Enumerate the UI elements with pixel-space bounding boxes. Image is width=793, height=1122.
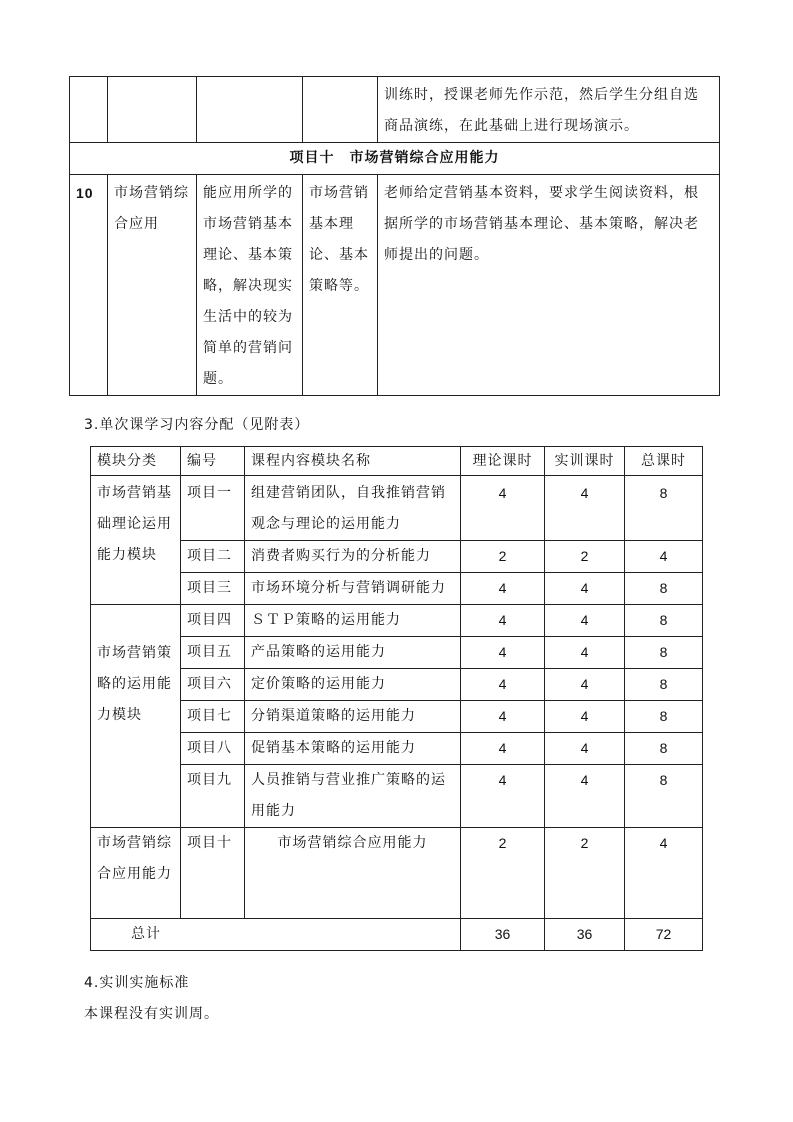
total-hours: 4 [625,828,703,919]
total-all: 72 [625,919,703,951]
practice-hours: 4 [545,476,625,541]
project-name: 人员推销与营业推广策略的运用能力 [245,765,461,828]
total-hours: 8 [625,476,703,541]
ability-goal: 能应用所学的市场营销基本理论、基本策略，解决现实生活中的较为简单的营销问题。 [197,175,303,396]
module-name: 市场营销综合应用 [108,175,197,396]
theory-hours: 2 [461,828,545,919]
theory-hours: 4 [461,669,545,701]
project-id: 项目四 [181,605,245,637]
section-4-body: 本课程没有实训周。 [84,1006,219,1022]
table-row [91,573,703,605]
table-row [91,605,703,637]
theory-hours: 2 [461,541,545,573]
practice-hours: 4 [545,669,625,701]
total-hours: 4 [625,541,703,573]
theory-hours: 4 [461,733,545,765]
table-row [91,733,703,765]
project-id: 项目八 [181,733,245,765]
project-id: 项目二 [181,541,245,573]
project-name: 市场环境分析与营销调研能力 [245,573,461,605]
project-name: 分销渠道策略的运用能力 [245,701,461,733]
teaching-method-cell: 训练时，授课老师先作示范，然后学生分组自选商品演练，在此基础上进行现场演示。 [378,77,720,143]
project-name: 消费者购买行为的分析能力 [245,541,461,573]
header-row [91,447,703,476]
practice-hours: 4 [545,733,625,765]
row-number: 10 [70,175,108,396]
teaching-method: 老师给定营销基本资料，要求学生阅读资料，根据所学的市场营销基本理论、基本策略，解决老师提出的问题。 [378,175,720,396]
col-header: 模块分类 [91,447,181,476]
col-header: 课程内容模块名称 [245,447,461,476]
total-theory: 36 [461,919,545,951]
col-header: 编号 [181,447,245,476]
total-hours: 8 [625,637,703,669]
theory-hours: 4 [461,701,545,733]
total-practice: 36 [545,919,625,951]
total-hours: 8 [625,765,703,828]
total-hours: 8 [625,733,703,765]
project-name: 产品策略的运用能力 [245,637,461,669]
project-table [69,76,720,396]
module-group: 市场营销综合应用能力 [91,828,181,919]
total-hours: 8 [625,573,703,605]
total-hours: 8 [625,605,703,637]
project-id: 项目十 [181,828,245,919]
project-id: 项目五 [181,637,245,669]
col-header: 理论课时 [461,447,545,476]
theory-hours: 4 [461,476,545,541]
module-group: 市场营销基础理论运用能力模块 [91,476,181,605]
table-row [91,828,703,919]
module-group: 市场营销策略的运用能力模块 [91,605,181,828]
practice-hours: 2 [545,828,625,919]
project-name: 定价策略的运用能力 [245,669,461,701]
table-row [91,476,703,541]
practice-hours: 4 [545,701,625,733]
total-hours: 8 [625,669,703,701]
project-name: ＳＴＰ策略的运用能力 [245,605,461,637]
project-id: 项目六 [181,669,245,701]
practice-hours: 4 [545,605,625,637]
total-label: 总计 [91,919,461,951]
total-row [91,919,703,951]
table-row [91,637,703,669]
practice-hours: 4 [545,765,625,828]
project-id: 项目九 [181,765,245,828]
project-id: 项目三 [181,573,245,605]
practice-hours: 4 [545,573,625,605]
project-id: 项目七 [181,701,245,733]
table-row [91,701,703,733]
theory-hours: 4 [461,605,545,637]
project-name: 市场营销综合应用能力 [245,828,461,919]
section-4-title: 4.实训实施标准 [84,975,190,991]
project-name: 促销基本策略的运用能力 [245,733,461,765]
practice-hours: 2 [545,541,625,573]
col-header: 实训课时 [545,447,625,476]
project-name: 组建营销团队，自我推销营销观念与理论的运用能力 [245,476,461,541]
section-header-row [70,143,720,175]
table-row [91,541,703,573]
total-hours: 8 [625,701,703,733]
section-header: 项目十 市场营销综合应用能力 [70,143,720,175]
theory-hours: 4 [461,573,545,605]
practice-hours: 4 [545,637,625,669]
section-3-title: 3.单次课学习内容分配（见附表） [84,417,310,433]
col-header: 总课时 [625,447,703,476]
table-row [91,669,703,701]
theory-hours: 4 [461,765,545,828]
table-row [91,765,703,828]
knowledge-content: 市场营销基本理论、基本策略等。 [303,175,378,396]
table-row [70,175,720,396]
table-row [70,77,720,143]
hours-table [90,446,703,951]
project-id: 项目一 [181,476,245,541]
theory-hours: 4 [461,637,545,669]
